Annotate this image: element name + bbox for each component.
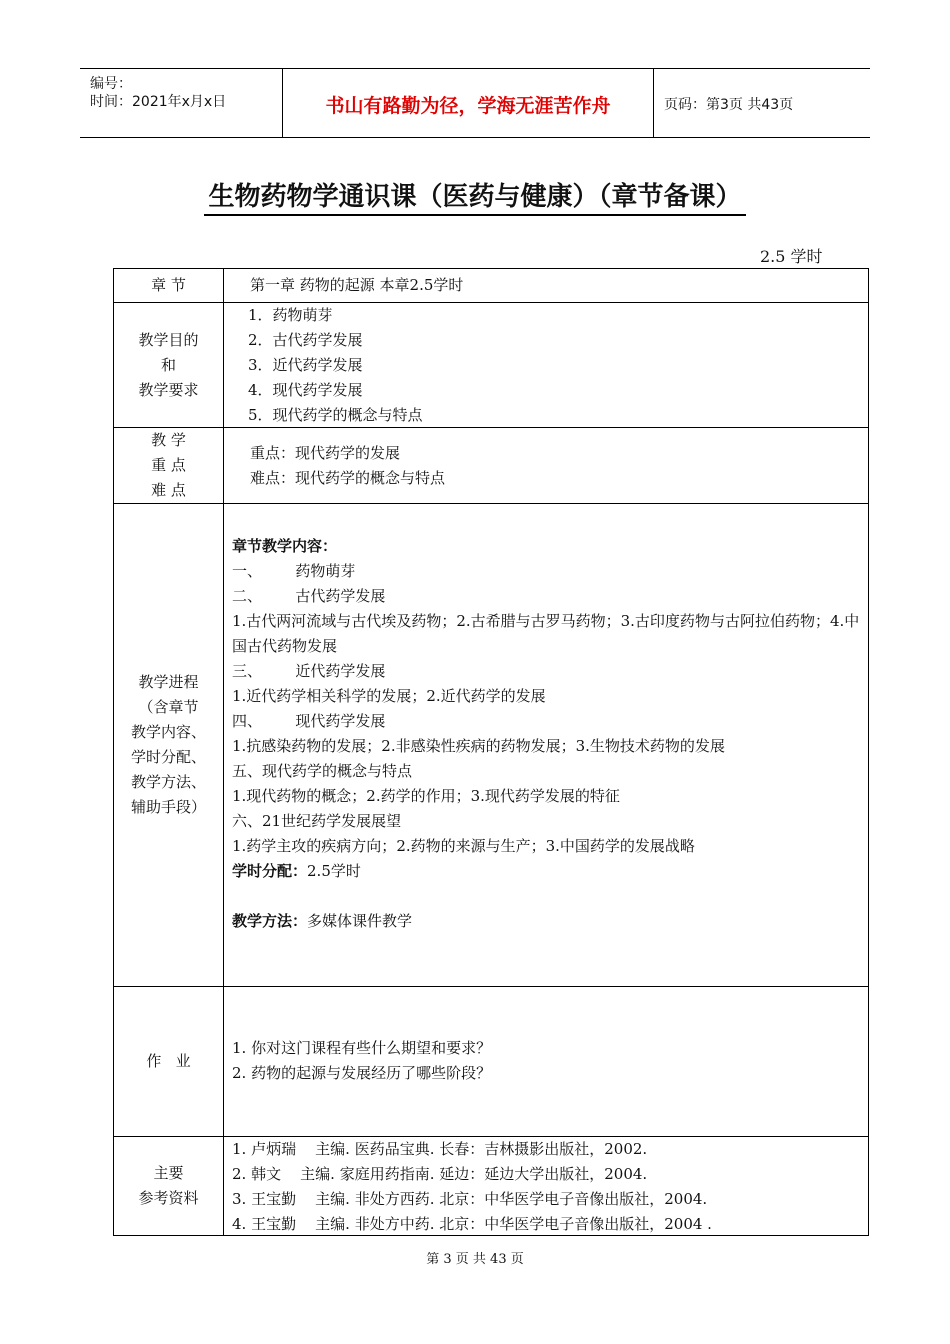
header-page-info: 页码：第3页 共43页 <box>664 97 794 113</box>
page-footer: 第 3 页 共 43 页 <box>426 1252 524 1267</box>
header-page-cell <box>654 69 870 137</box>
content-heading: 章节教学内容： <box>232 537 338 555</box>
label-chapter: 章 节 <box>114 269 224 302</box>
row-references <box>114 1137 868 1235</box>
label-keypoints: 教 学 重 点 难 点 <box>114 428 224 503</box>
list-item: 4．现代药学发展 <box>248 381 363 399</box>
keypoints-list <box>250 441 862 491</box>
references-list <box>232 1137 862 1237</box>
list-item: 3. 王宝勤 主编. 非处方西药. 北京：中华医学电子音像出版社，2004. <box>232 1190 708 1208</box>
list-item: 3．近代药学发展 <box>248 356 363 374</box>
list-item: 1．药物萌芽 <box>248 306 333 324</box>
header-motto: 书山有路勤为径，学海无涯苦作舟 <box>325 95 611 117</box>
list-item: 难点：现代药学的概念与特点 <box>250 469 446 487</box>
teaching-method: 教学方法：多媒体课件教学 <box>232 912 413 930</box>
list-item: 5．现代药学的概念与特点 <box>248 406 423 424</box>
row-process <box>114 504 868 987</box>
total-hours: 2.5 学时 <box>760 247 823 266</box>
homework-list <box>232 1036 862 1086</box>
page-header <box>80 68 870 138</box>
label-references: 主要 参考资料 <box>114 1137 224 1235</box>
document-date: 时间：2021年x月x日 <box>90 94 227 110</box>
list-item: 1. 卢炳瑞 主编. 医药品宝典. 长春：吉林摄影出版社，2002. <box>232 1140 648 1158</box>
section-heading: 二、 古代药学发展 <box>232 587 386 605</box>
lesson-plan-table <box>113 268 869 1236</box>
label-process: 教学进程 （含章节 教学内容、 学时分配、 教学方法、 辅助手段） <box>114 504 224 986</box>
list-item: 2．古代药学发展 <box>248 331 363 349</box>
list-item: 2. 药物的起源与发展经历了哪些阶段？ <box>232 1064 492 1082</box>
header-meta-cell <box>80 69 283 137</box>
hours-allocation: 学时分配：2.5学时 <box>232 862 361 880</box>
section-heading: 一、 药物萌芽 <box>232 562 356 580</box>
section-detail: 1.药学主攻的疾病方向；2.药物的来源与生产；3.中国药学的发展战略 <box>232 837 695 855</box>
section-detail: 1.抗感染药物的发展；2.非感染性疾病的药物发展；3.生物技术药物的发展 <box>232 737 725 755</box>
section-heading: 六、21世纪药学发展展望 <box>232 812 402 830</box>
section-heading: 三、 近代药学发展 <box>232 662 386 680</box>
list-item: 1. 你对这门课程有些什么期望和要求？ <box>232 1039 492 1057</box>
document-title: 生物药物学通识课（医药与健康）（章节备课） <box>0 176 950 213</box>
row-keypoints <box>114 428 868 504</box>
section-heading: 五、现代药学的概念与特点 <box>232 762 413 780</box>
section-detail: 1.古代两河流域与古代埃及药物；2.古希腊与古罗马药物；3.古印度药物与古阿拉伯药物；4.中国古代药物发展 <box>232 612 860 655</box>
process-content <box>232 534 862 934</box>
section-detail: 1.近代药学相关科学的发展；2.近代药学的发展 <box>232 687 546 705</box>
row-homework <box>114 987 868 1137</box>
header-motto-cell <box>283 69 654 137</box>
chapter-value: 第一章 药物的起源 本章2.5学时 <box>250 276 464 294</box>
row-objectives <box>114 303 868 428</box>
section-detail: 1.现代药物的概念；2.药学的作用；3.现代药学发展的特征 <box>232 787 620 805</box>
section-heading: 四、 现代药学发展 <box>232 712 386 730</box>
list-item: 2. 韩文 主编. 家庭用药指南. 延边：延边大学出版社，2004. <box>232 1165 648 1183</box>
row-chapter <box>114 269 868 303</box>
label-homework: 作 业 <box>114 987 224 1136</box>
list-item: 4. 王宝勤 主编. 非处方中药. 北京：中华医学电子音像出版社，2004 . <box>232 1215 712 1233</box>
objectives-list <box>248 303 862 428</box>
label-objectives: 教学目的 和 教学要求 <box>114 303 224 427</box>
document-number-label: 编号： <box>90 76 132 92</box>
list-item: 重点：现代药学的发展 <box>250 444 401 462</box>
